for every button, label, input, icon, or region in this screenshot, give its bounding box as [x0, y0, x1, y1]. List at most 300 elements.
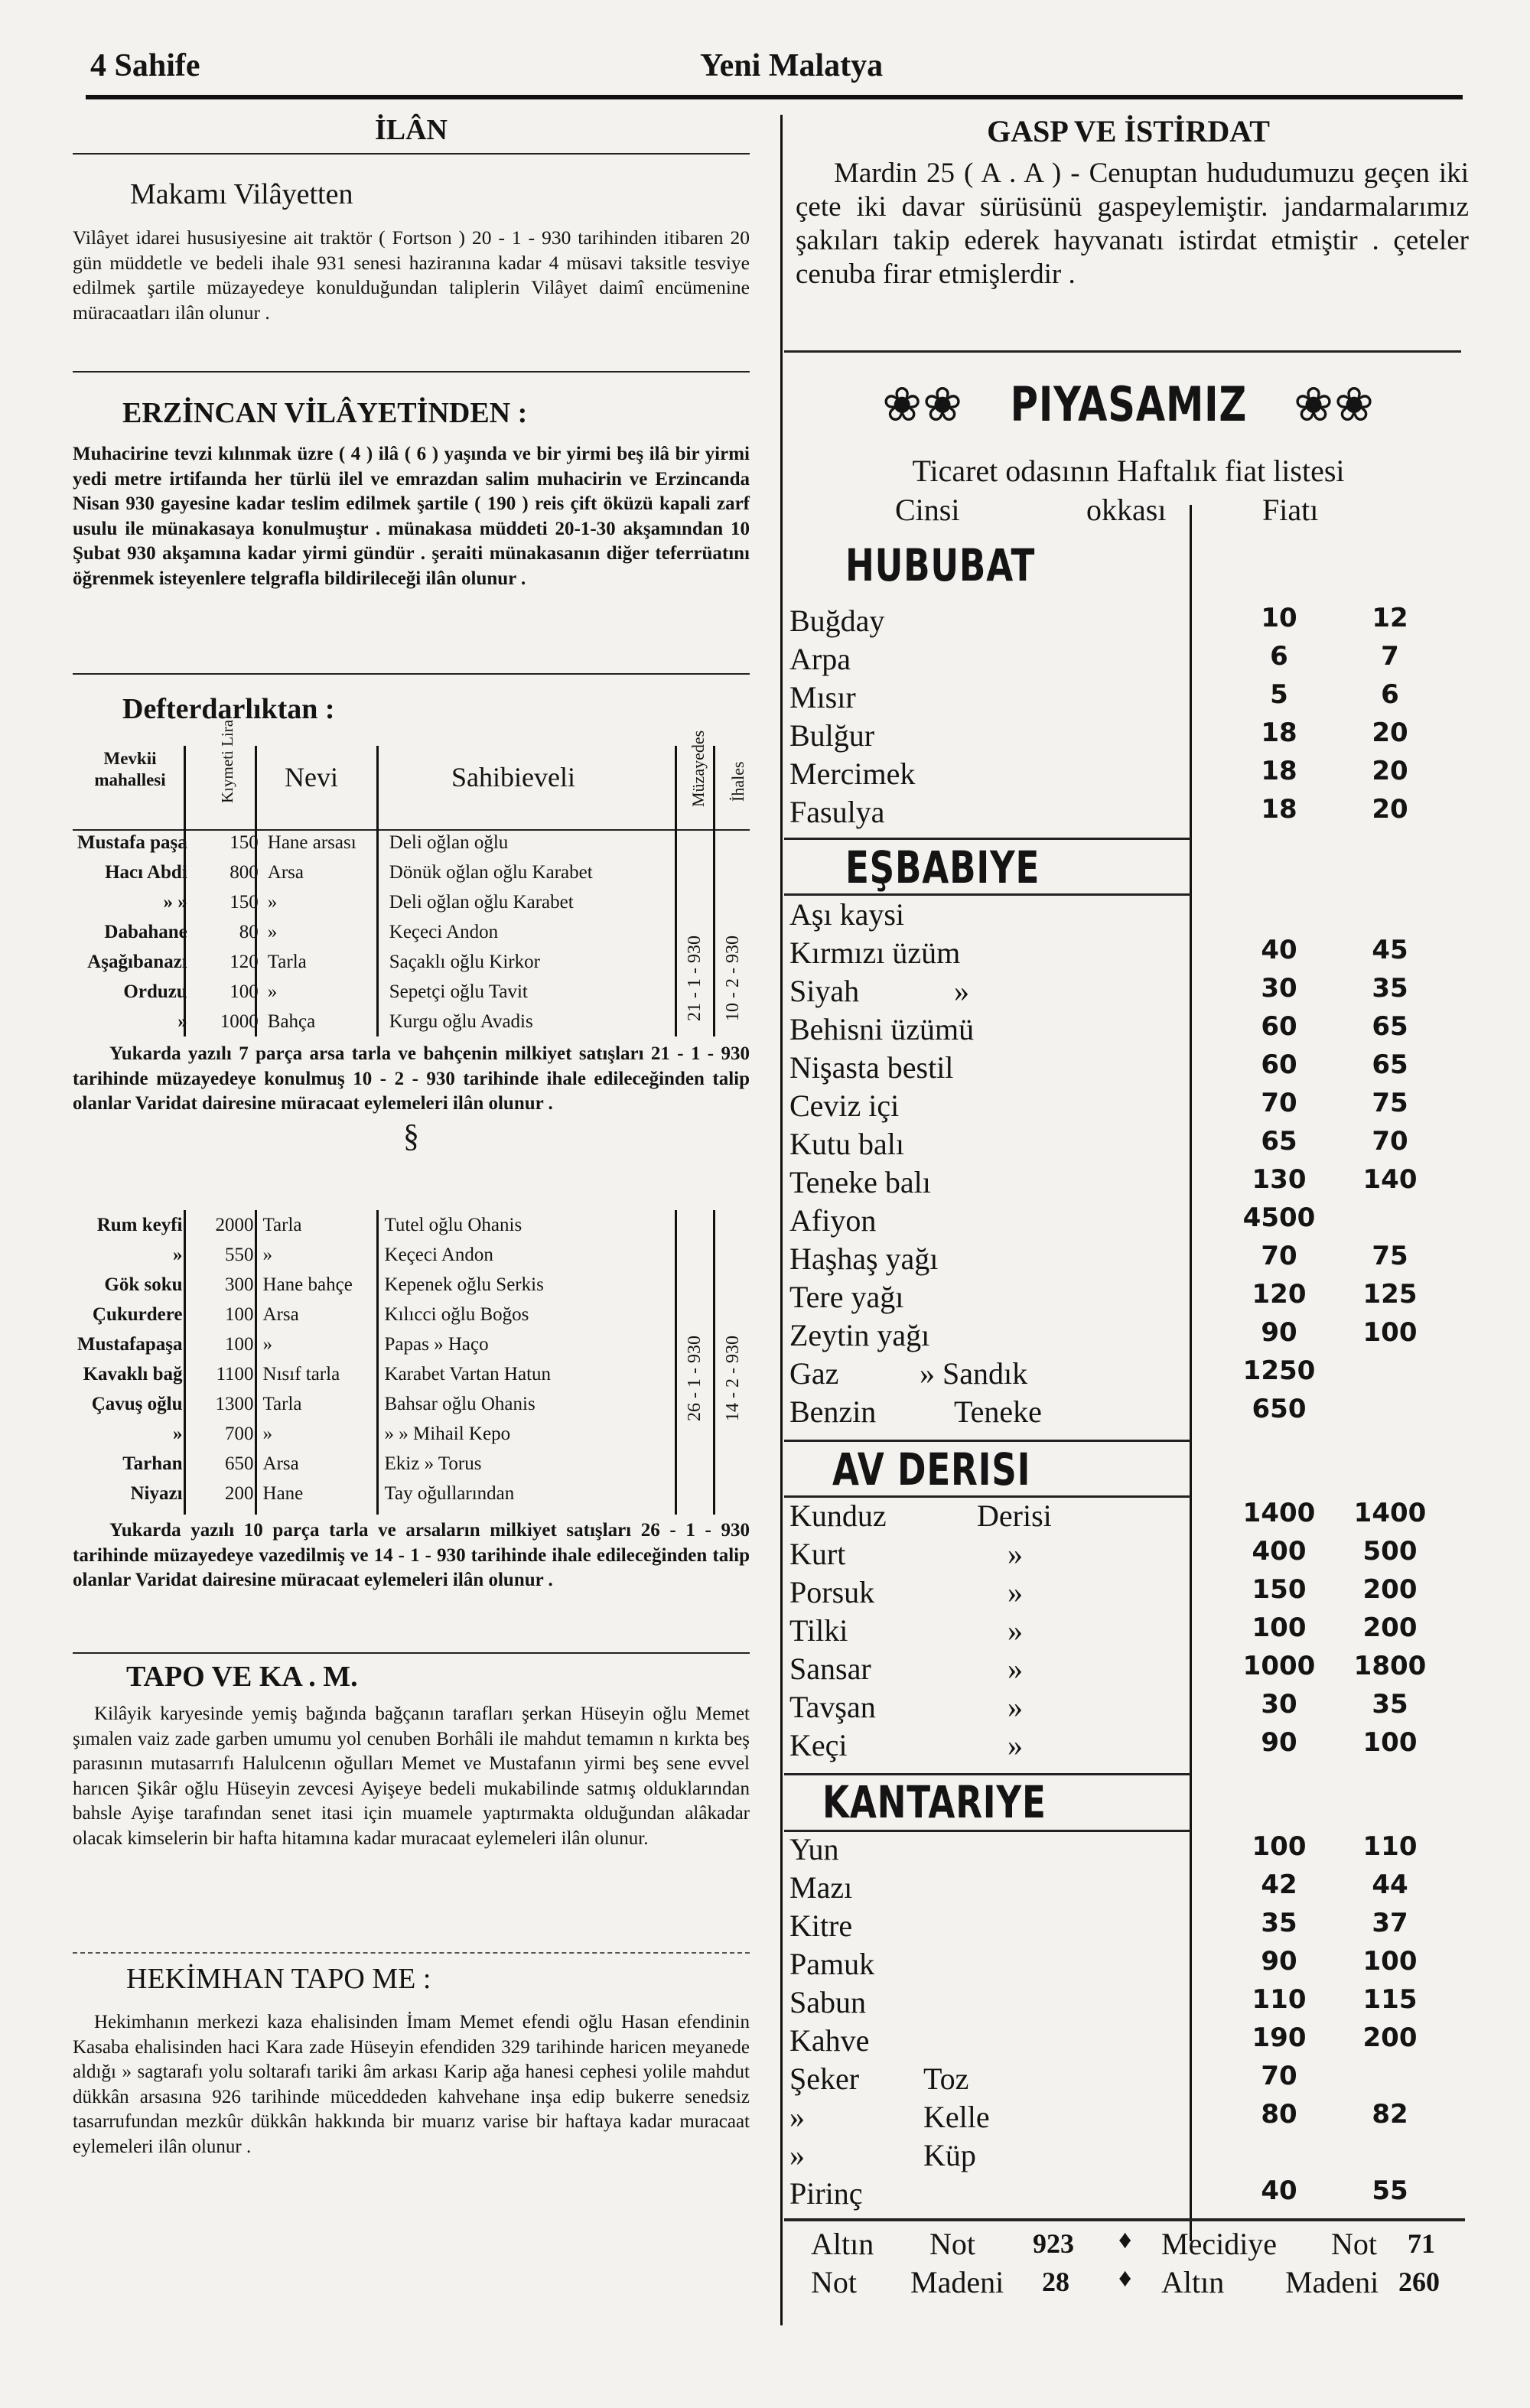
- table-row: [73, 1329, 679, 1359]
- diamond-icon: ♦: [1118, 2264, 1132, 2292]
- item-name: Sansar: [789, 1651, 871, 1686]
- table-rule: [713, 1210, 715, 1515]
- price-high: 75: [1372, 1088, 1408, 1118]
- divider: [784, 838, 1191, 840]
- col-okka: okkası: [1086, 493, 1167, 527]
- table2-ihale-date: 14 - 2 - 930: [723, 1336, 743, 1421]
- item-name: Bulğur: [789, 718, 875, 753]
- price-high: 100: [1362, 1946, 1418, 1977]
- item-name: Buğday: [789, 604, 885, 638]
- cell-nevi: Bahça: [267, 1010, 316, 1032]
- price-row: [789, 641, 1478, 679]
- cell-kiymeti: 700: [225, 1423, 254, 1444]
- item-name: Kahve: [789, 2023, 870, 2058]
- col-fiat: Fiatı: [1262, 493, 1319, 527]
- price-row: [789, 794, 1478, 832]
- table-row: [73, 1359, 679, 1389]
- cell-mevkii: Gök soku: [104, 1274, 183, 1295]
- item-name: Sabun: [789, 1985, 866, 2019]
- cell-sahib: » » Mihail Kepo: [384, 1423, 511, 1444]
- gold-label: Altın: [811, 2227, 874, 2261]
- cell-nevi: Tarla: [262, 1393, 302, 1414]
- cell-sahib: Deli oğlan oğlu Karabet: [389, 891, 574, 913]
- divider: [784, 893, 1191, 896]
- cell-sahib: Ekiz » Torus: [384, 1453, 482, 1474]
- cell-kiymeti: 300: [225, 1274, 254, 1295]
- price-low: 60: [1261, 1049, 1297, 1080]
- price-row: [789, 1536, 1478, 1574]
- diamond-icon: ♦: [1118, 2226, 1132, 2254]
- gold-label: Not: [811, 2265, 857, 2299]
- cell-mevkii: Hacı Abdi: [105, 861, 187, 883]
- category-esbabiye: EŞBABIYE: [845, 841, 1040, 893]
- gold-label: Not: [1331, 2227, 1377, 2261]
- price-low: 5: [1270, 679, 1288, 710]
- table-row: [73, 977, 683, 1007]
- price-row: [789, 1355, 1478, 1394]
- market-title: PIYASAMIZ: [1010, 376, 1247, 432]
- cell-sahib: Tutel oğlu Ohanis: [384, 1214, 522, 1235]
- price-low: 1400: [1242, 1498, 1316, 1528]
- price-high: 35: [1372, 1689, 1408, 1720]
- price-row: [789, 718, 1478, 756]
- price-low: 18: [1261, 718, 1297, 748]
- section-sign: §: [403, 1119, 419, 1154]
- price-low: 18: [1261, 794, 1297, 825]
- price-low: 10: [1261, 603, 1297, 633]
- market-title-row: [784, 376, 1473, 432]
- table2-muzayede-date: 26 - 1 - 930: [685, 1336, 705, 1421]
- price-low: 1000: [1242, 1651, 1316, 1681]
- price-low: 120: [1252, 1279, 1307, 1310]
- price-high: 20: [1372, 794, 1408, 825]
- flower-ornament-icon: ❀❀: [882, 376, 981, 432]
- price-high: 100: [1362, 1317, 1418, 1348]
- item-name: Mercimek: [789, 757, 916, 791]
- defterdar-title: Defterdarlıktan :: [122, 693, 335, 725]
- cell-mevkii: Niyazı: [130, 1482, 183, 1504]
- cell-kiymeti: 200: [225, 1482, 254, 1504]
- cell-kiymeti: 100: [230, 981, 259, 1002]
- cell-sahib: Saçaklı oğlu Kirkor: [389, 951, 540, 972]
- gasp-text: Mardin 25 ( A . A ) - Cenuptan hududumuzu geçen iki çete iki davar sürüsünü gaspeylemiştir. jandarmalarımız şakıları takip ederek hayvanatı istirdat etmiştir . çeteler cenuba firar etmişlerdir .: [796, 158, 1469, 290]
- table1-muzayede-date: 21 - 1 - 930: [685, 936, 705, 1021]
- ilan-title: İLÂN: [374, 114, 448, 146]
- item-name: Fasulya: [789, 795, 885, 829]
- ilan-text: Vilâyet idarei hususiyesine ait traktör ( Fortson ) 20 - 1 - 930 tarihinden itibaren 20 gün müddetle ve bedeli ihale 931 senesi haziranına kadar 4 müsavi taksitle tesviye edilmek şartile müzayedeye konulduğundan taliplerin Vilâyet daimî encümenine müracaatları ilân olunur .: [73, 226, 750, 324]
- price-low: 6: [1270, 641, 1288, 672]
- price-row: [789, 973, 1478, 1011]
- price-low: 18: [1261, 756, 1297, 786]
- price-low: 150: [1252, 1574, 1307, 1605]
- tapo-text: Kilâyik karyesinde yemiş bağında bağçanın tarafları şerkan Hüseyin oğlu Memet şımalen vaiz zade garben umumu yol cenuben Borhâli ile mahdut temamın n kırkta beş parasının mutasarrıfı Halulcenın oğulları Memet ve Mustafanın yirmi beş sene evvel harıcen Şikâr oğlu Hüseyin zevcesi Ayişeye bedeli mukabilinde satmış olduklarından bahsle Ayişe tarafından senet itasi için muamele yaptırmakta olduğundan alâkadar olacak kimselerin bir hafta hitamına kadar muracaat eylemeleri ilân olunur.: [73, 1703, 750, 1849]
- table-row: [73, 1449, 679, 1479]
- item-name: Kırmızı üzüm: [789, 936, 961, 970]
- cell-nevi: Arsa: [262, 1453, 299, 1474]
- column-rule: [780, 115, 783, 2325]
- erzincan-title: ERZİNCAN VİLÂYETİNDEN :: [122, 397, 528, 429]
- table-row: [73, 1300, 679, 1329]
- ilan-subtitle: Makamı Vilâyetten: [130, 178, 353, 210]
- price-high: 100: [1362, 1727, 1418, 1758]
- item-name: Teneke balı: [789, 1165, 931, 1199]
- price-low: 1250: [1242, 1355, 1316, 1386]
- item-unit: Küp: [923, 2138, 976, 2172]
- item-unit: »: [1008, 1651, 1023, 1686]
- price-high: 1800: [1353, 1651, 1427, 1681]
- divider: [784, 2218, 1465, 2221]
- cell-mevkii: » »: [163, 891, 187, 913]
- table-row: [73, 1240, 679, 1270]
- price-high: 35: [1372, 973, 1408, 1004]
- price-high: 1400: [1353, 1498, 1427, 1528]
- cell-nevi: Nısıf tarla: [262, 1363, 340, 1385]
- col-ihale: İhales: [728, 761, 747, 802]
- item-name: Benzin: [789, 1394, 877, 1429]
- gold-value: 28: [1042, 2266, 1069, 2297]
- table-row: [73, 1389, 679, 1419]
- cell-sahib: Karabet Vartan Hatun: [384, 1363, 552, 1385]
- item-unit: »: [1008, 1728, 1023, 1762]
- item-unit: Kelle: [923, 2100, 990, 2134]
- table-row: [73, 1007, 683, 1036]
- item-unit: Teneke: [954, 1394, 1042, 1429]
- price-low: 4500: [1242, 1202, 1316, 1233]
- table-row: [73, 1270, 679, 1300]
- col-muzayede: Müzayedes: [688, 730, 708, 807]
- cell-nevi: Hane bahçe: [262, 1274, 353, 1295]
- item-name: Kitre: [789, 1909, 853, 1943]
- cell-mevkii: Mustafa paşa: [77, 831, 187, 853]
- price-row: [789, 1126, 1478, 1164]
- price-high: 44: [1372, 1869, 1408, 1900]
- price-low: 650: [1252, 1394, 1307, 1424]
- price-row: [789, 1908, 1478, 1946]
- price-low: 30: [1261, 973, 1297, 1004]
- table-row: [73, 887, 683, 917]
- col-cinsi: Cinsi: [895, 493, 960, 527]
- table-row: [73, 947, 683, 977]
- price-row: [789, 1164, 1478, 1202]
- cell-kiymeti: 120: [230, 951, 259, 972]
- item-unit: Derisi: [977, 1498, 1052, 1533]
- divider: [784, 1440, 1191, 1442]
- price-low: 190: [1252, 2022, 1307, 2053]
- item-name: Kurt: [789, 1537, 846, 1571]
- cell-sahib: Sepetçi oğlu Tavit: [389, 981, 528, 1002]
- cell-sahib: Kılıcci oğlu Boğos: [384, 1303, 529, 1325]
- price-row: [789, 1651, 1478, 1689]
- price-low: 90: [1261, 1946, 1297, 1977]
- col-mevkii: Mevkii mahallesi: [94, 749, 166, 789]
- cell-sahib: Kepenek oğlu Serkis: [384, 1274, 544, 1295]
- cell-sahib: Bahsar oğlu Ohanis: [384, 1393, 536, 1414]
- price-row: [789, 1946, 1478, 1984]
- price-row: [789, 1498, 1478, 1536]
- flower-ornament-icon: ❀❀: [1276, 376, 1375, 432]
- item-unit: »: [1008, 1613, 1023, 1648]
- price-low: 30: [1261, 1689, 1297, 1720]
- cell-nevi: Tarla: [262, 1214, 302, 1235]
- category-hububat: HUBUBAT: [845, 539, 1036, 591]
- price-low: 40: [1261, 935, 1297, 965]
- price-high: 115: [1362, 1984, 1418, 2015]
- price-high: 65: [1372, 1011, 1408, 1042]
- cell-kiymeti: 550: [225, 1244, 254, 1265]
- item-name: »: [789, 2138, 805, 2172]
- price-row: [789, 1727, 1478, 1765]
- price-row: [789, 1011, 1478, 1049]
- item-name: Mısır: [789, 680, 856, 714]
- price-low: 100: [1252, 1831, 1307, 1862]
- table-row: [73, 917, 683, 947]
- price-high: 200: [1362, 2022, 1418, 2053]
- cell-nevi: »: [267, 891, 278, 913]
- market-subtitle: Ticaret odasının Haftalık fiat listesi: [912, 454, 1345, 488]
- price-high: 12: [1372, 603, 1408, 633]
- defterdar-table-2: [73, 1210, 679, 1508]
- price-row: [789, 1317, 1478, 1355]
- item-name: Behisni üzümü: [789, 1012, 975, 1046]
- price-row: [789, 679, 1478, 718]
- price-low: 60: [1261, 1011, 1297, 1042]
- cell-kiymeti: 1100: [216, 1363, 254, 1385]
- item-name: Aşı kaysi: [789, 897, 904, 932]
- item-name: Şeker: [789, 2061, 860, 2096]
- table-row: [73, 1210, 679, 1240]
- item-name: Porsuk: [789, 1575, 875, 1609]
- table-row: [73, 828, 683, 857]
- cell-mevkii: »: [173, 1423, 183, 1444]
- item-name: Mazı: [789, 1870, 853, 1905]
- item-name: Tilki: [789, 1613, 848, 1648]
- item-name: Tavşan: [789, 1690, 876, 1724]
- divider: [784, 1773, 1191, 1775]
- table-row: [73, 857, 683, 887]
- price-row: [789, 2022, 1478, 2061]
- item-name: »: [789, 2100, 805, 2134]
- price-high: 45: [1372, 935, 1408, 965]
- cell-kiymeti: 1300: [215, 1393, 254, 1414]
- cell-mevkii: Aşağıbanazı: [87, 951, 187, 972]
- page-number: 4 Sahife: [90, 48, 200, 83]
- cell-kiymeti: 100: [225, 1303, 254, 1325]
- cell-kiymeti: 150: [230, 891, 259, 913]
- cell-nevi: Arsa: [267, 861, 304, 883]
- table1-ihale-date: 10 - 2 - 930: [723, 936, 743, 1021]
- price-high: 7: [1381, 641, 1399, 672]
- divider: [73, 1952, 750, 1954]
- cell-sahib: Dönük oğlan oğlu Karabet: [389, 861, 593, 883]
- gold-label: Mecidiye: [1161, 2227, 1278, 2261]
- cell-kiymeti: 1000: [220, 1010, 259, 1032]
- cell-sahib: Papas » Haço: [384, 1333, 489, 1355]
- category-kantariye: KANTARIYE: [822, 1776, 1047, 1828]
- item-name: Keçi: [789, 1728, 848, 1762]
- price-row: [789, 1088, 1478, 1126]
- cell-mevkii: Çavuş oğlu: [91, 1393, 183, 1414]
- item-name: Arpa: [789, 642, 851, 676]
- price-low: 110: [1252, 1984, 1307, 2015]
- cell-sahib: Deli oğlan oğlu: [389, 831, 509, 853]
- price-low: 100: [1252, 1612, 1307, 1643]
- cell-mevkii: Orduzu: [123, 981, 187, 1002]
- item-unit: Toz: [923, 2061, 969, 2096]
- item-name: Yun: [789, 1832, 839, 1866]
- price-high: 140: [1362, 1164, 1418, 1195]
- item-unit: »: [954, 974, 969, 1008]
- price-high: 200: [1362, 1612, 1418, 1643]
- price-high: 20: [1372, 718, 1408, 748]
- gold-value: 923: [1033, 2228, 1074, 2259]
- cell-kiymeti: 80: [239, 921, 259, 942]
- price-row: [789, 2061, 1478, 2099]
- divider: [73, 153, 750, 155]
- header-rule: [86, 95, 1463, 99]
- divider: [784, 350, 1461, 353]
- item-name: Nişasta bestil: [789, 1050, 954, 1085]
- cell-mevkii: »: [173, 1244, 183, 1265]
- cell-sahib: Kurgu oğlu Avadis: [389, 1010, 533, 1032]
- price-low: 400: [1252, 1536, 1307, 1567]
- item-name: Pamuk: [789, 1947, 875, 1981]
- cell-kiymeti: 150: [230, 831, 259, 853]
- cell-kiymeti: 650: [225, 1453, 254, 1474]
- cell-sahib: Keçeci Andon: [389, 921, 499, 942]
- defterdar-note-2: Yukarda yazılı 10 parça tarla ve arsaların milkiyet satışları 26 - 1 - 930 tarihinde müzayedeye vazedilmiş ve 14 - 1 - 930 tarihinde ihale edileceğinden talip olanlar Varidat dairesine müracaat eylemeleri ilân olunur .: [73, 1520, 750, 1590]
- price-row: [789, 2137, 1478, 2175]
- table-row: [73, 1479, 679, 1508]
- cell-nevi: Hane: [262, 1482, 304, 1504]
- gold-label: Altın: [1161, 2265, 1225, 2299]
- price-low: 65: [1261, 1126, 1297, 1157]
- table-row: [73, 1419, 679, 1449]
- cell-sahib: Tay oğullarından: [384, 1482, 515, 1504]
- cell-nevi: »: [267, 981, 278, 1002]
- price-row: [789, 1612, 1478, 1651]
- price-high: 20: [1372, 756, 1408, 786]
- cell-kiymeti: 100: [225, 1333, 254, 1355]
- item-unit: » Sandık: [920, 1356, 1028, 1391]
- price-row: [789, 2099, 1478, 2137]
- gold-value: 71: [1408, 2228, 1435, 2259]
- gold-value: 260: [1398, 2266, 1440, 2297]
- cell-kiymeti: 2000: [215, 1214, 254, 1235]
- col-nevi: Nevi: [285, 762, 338, 792]
- price-low: 70: [1261, 1088, 1297, 1118]
- price-row: [789, 1394, 1478, 1432]
- price-low: 40: [1261, 2175, 1297, 2206]
- item-name: Pirinç: [789, 2176, 863, 2211]
- divider: [73, 1652, 750, 1654]
- price-row: [789, 1869, 1478, 1908]
- item-name: Tere yağı: [789, 1280, 904, 1314]
- item-unit: »: [1008, 1575, 1023, 1609]
- cell-nevi: »: [262, 1423, 273, 1444]
- tapo-title: TAPO VE KA . M.: [126, 1661, 358, 1693]
- item-unit: »: [1008, 1690, 1023, 1724]
- cell-mevkii: Tarhan: [122, 1453, 183, 1474]
- cell-nevi: »: [262, 1333, 273, 1355]
- cell-mevkii: »: [177, 1010, 187, 1032]
- price-low: 35: [1261, 1908, 1297, 1938]
- cell-nevi: »: [262, 1244, 273, 1265]
- price-low: 42: [1261, 1869, 1297, 1900]
- price-low: 70: [1261, 1241, 1297, 1271]
- price-high: 125: [1362, 1279, 1418, 1310]
- price-row: [789, 1831, 1478, 1869]
- price-high: 65: [1372, 1049, 1408, 1080]
- cell-nevi: »: [267, 921, 278, 942]
- item-unit: »: [1008, 1537, 1023, 1571]
- cell-nevi: Arsa: [262, 1303, 299, 1325]
- price-low: 80: [1261, 2099, 1297, 2130]
- cell-mevkii: Kavaklı bağ: [83, 1363, 183, 1385]
- hekimhan-title: HEKİMHAN TAPO ME :: [126, 1963, 431, 1995]
- item-name: Gaz: [789, 1356, 839, 1391]
- price-row: [789, 756, 1478, 794]
- price-row: [789, 1279, 1478, 1317]
- item-name: Kunduz: [789, 1498, 887, 1533]
- cell-mevkii: Dabahane: [104, 921, 187, 942]
- price-low: 90: [1261, 1317, 1297, 1348]
- price-low: 70: [1261, 2061, 1297, 2091]
- defterdar-note-1: Yukarda yazılı 7 parça arsa tarla ve bahçenin milkiyet satışları 21 - 1 - 930 tarihinde müzayedeye konulmuş 10 - 2 - 930 tarihinde ihale edileceğinden talip olanlar Varidat dairesine müracaat eylemeleri ilân olunur .: [73, 1043, 750, 1114]
- item-name: Ceviz içi: [789, 1088, 900, 1123]
- gold-label: Not: [929, 2227, 975, 2261]
- cell-nevi: Hane arsası: [267, 831, 356, 853]
- category-av-derisi: AV DERISI: [832, 1443, 1031, 1495]
- price-high: 37: [1372, 1908, 1408, 1938]
- price-row: [789, 1984, 1478, 2022]
- hekimhan-text: Hekimhanın merkezi kaza ehalisinden İmam Memet efendi oğlu Hasan efendinin Kasaba ehalisinden haci Kara zade Hüseyin efendiden 329 tarihinde haricen meyanede aldığı » sagtarafı yolu soltarafı tariki âm arkası Karip ağa hanesi cephesi yolile mahdut dükkân arsasına 926 tarihinde müceddeden kahvehane inşa edip bukerre senedsiz tasarrufundan mezkûr dükkân hakkında bir muarız varise bir haftaya kadar muracaat eylemeleri ilân olunur .: [73, 2012, 750, 2157]
- cell-mevkii: Çukurdere: [92, 1303, 183, 1325]
- price-row: [789, 1241, 1478, 1279]
- cell-mevkii: Mustafapaşa: [77, 1333, 183, 1355]
- price-high: 55: [1372, 2175, 1408, 2206]
- gold-label: Madeni: [910, 2265, 1004, 2299]
- price-row: [789, 2175, 1478, 2214]
- gasp-title: GASP VE İSTİRDAT: [987, 114, 1270, 148]
- price-row: [789, 935, 1478, 973]
- price-row: [789, 603, 1478, 641]
- price-high: 6: [1381, 679, 1399, 710]
- erzincan-text: Muhacirine tevzi kılınmak üzre ( 4 ) ilâ ( 6 ) yaşında ve bir yirmi beş ilâ bir yirmi yedi metre irtifaında her türlü ilel ve emrazdan salim muhacirin ve Erzincanda Nisan 930 gayesine kadar teslim edilmek şartile ( 190 ) reis çift öküzü kapali zarf usulu ile münakasaya konulmuştur . münakasa müddeti 20-1-30 akşamından 10 Şubat 930 akşamına kadar yirmi gündür . şeraiti münakasanın diğer teferrüatını öğrenmek isteyenlere telgrafla bildirileceği ilân olunur .: [73, 444, 750, 589]
- price-high: 500: [1362, 1536, 1418, 1567]
- cell-mevkii: Rum keyfi: [96, 1214, 183, 1235]
- price-high: 75: [1372, 1241, 1408, 1271]
- price-row: [789, 1574, 1478, 1612]
- price-low: 90: [1261, 1727, 1297, 1758]
- item-name: Siyah: [789, 974, 860, 1008]
- price-high: 200: [1362, 1574, 1418, 1605]
- divider: [73, 371, 750, 373]
- price-row: [789, 1049, 1478, 1088]
- item-name: Afiyon: [789, 1203, 877, 1238]
- item-name: Kutu balı: [789, 1127, 904, 1161]
- price-row: [789, 896, 1478, 935]
- newspaper-name: Yeni Malatya: [700, 48, 884, 83]
- cell-kiymeti: 800: [230, 861, 259, 883]
- defterdar-table-1: [73, 828, 683, 1036]
- price-high: 110: [1362, 1831, 1418, 1862]
- item-name: Zeytin yağı: [789, 1318, 930, 1352]
- price-high: 82: [1372, 2099, 1408, 2130]
- price-high: 70: [1372, 1126, 1408, 1157]
- price-row: [789, 1202, 1478, 1241]
- col-kiymeti: Kıymeti Lira: [218, 719, 236, 803]
- item-name: Haşhaş yağı: [789, 1241, 939, 1276]
